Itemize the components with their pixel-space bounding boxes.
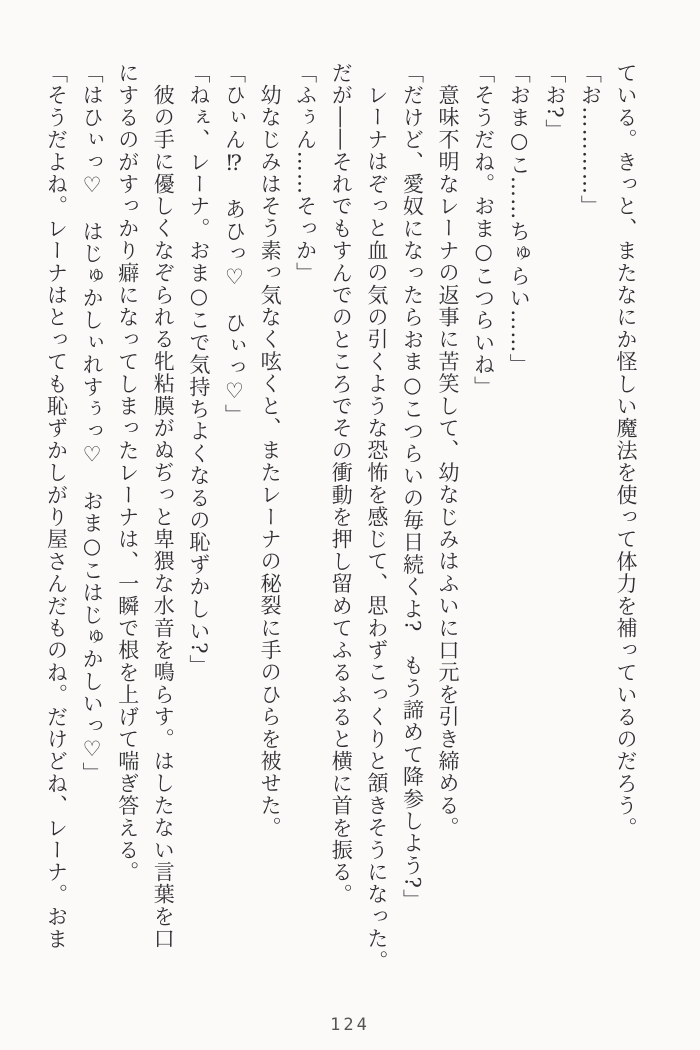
text-line-14: 彼の手に優しくなぞられる牝粘膜がぬぢっと卑猥な水音を鳴らす。はしたない言葉を口 bbox=[151, 84, 176, 950]
vertical-text-block bbox=[38, 62, 643, 978]
text-line-15: にするのがすっかり癖になってしまったレーナは、一瞬で根を上げて喘ぎ答える。 bbox=[115, 62, 140, 884]
text-line-2: 「お…………」 bbox=[578, 62, 603, 218]
text-line-1: ている。きっと、またなにか怪しい魔法を使って体力を補っているのだろう。 bbox=[614, 62, 638, 839]
text-line-5: 「そうだね。おま○こつらいね」 bbox=[471, 62, 496, 398]
text-line-4: 「おま○こ……ちゅらい……」 bbox=[507, 62, 532, 376]
text-line-9: だが――それでもすんでのところでその衝動を押し留めてふるふると横に首を振る。 bbox=[329, 62, 354, 906]
text-line-17: 「そうだよね。レーナはとっても恥ずかしがり屋さんだものね。だけどね、レーナ。おま bbox=[44, 62, 69, 950]
text-line-3: 「お?」 bbox=[542, 62, 567, 142]
text-line-13: 「ねぇ、レーナ。おま○こで気持ちよくなるの恥ずかしい?」 bbox=[186, 62, 211, 677]
text-line-10: 「ふぅん……そっか」 bbox=[293, 62, 318, 284]
page-number: 124 bbox=[330, 1015, 370, 1035]
text-line-8: レーナはぞっと血の気の引くような恐怖を感じて、思わずこっくりと頷きそうになった。 bbox=[364, 84, 389, 972]
text-line-12: 「ひぃん⁉ あひっ♡ ひぃっ♡」 bbox=[222, 62, 247, 427]
text-line-11: 幼なじみはそう素っ気なく呟くと、またレーナの秘裂に手のひらを被せた。 bbox=[258, 84, 283, 839]
text-line-6: 意味不明なレーナの返事に苦笑して、幼なじみはふいに口元を引き締める。 bbox=[436, 84, 461, 839]
text-line-7: 「だけど、愛奴になったらおま○こつらいの毎日続くよ? もう諦めて降参しよう?」 bbox=[400, 62, 425, 912]
text-line-16: 「はひぃっ♡ はじゅかしぃれすぅっ♡ おま○こはじゅかしいっ♡」 bbox=[80, 62, 105, 785]
